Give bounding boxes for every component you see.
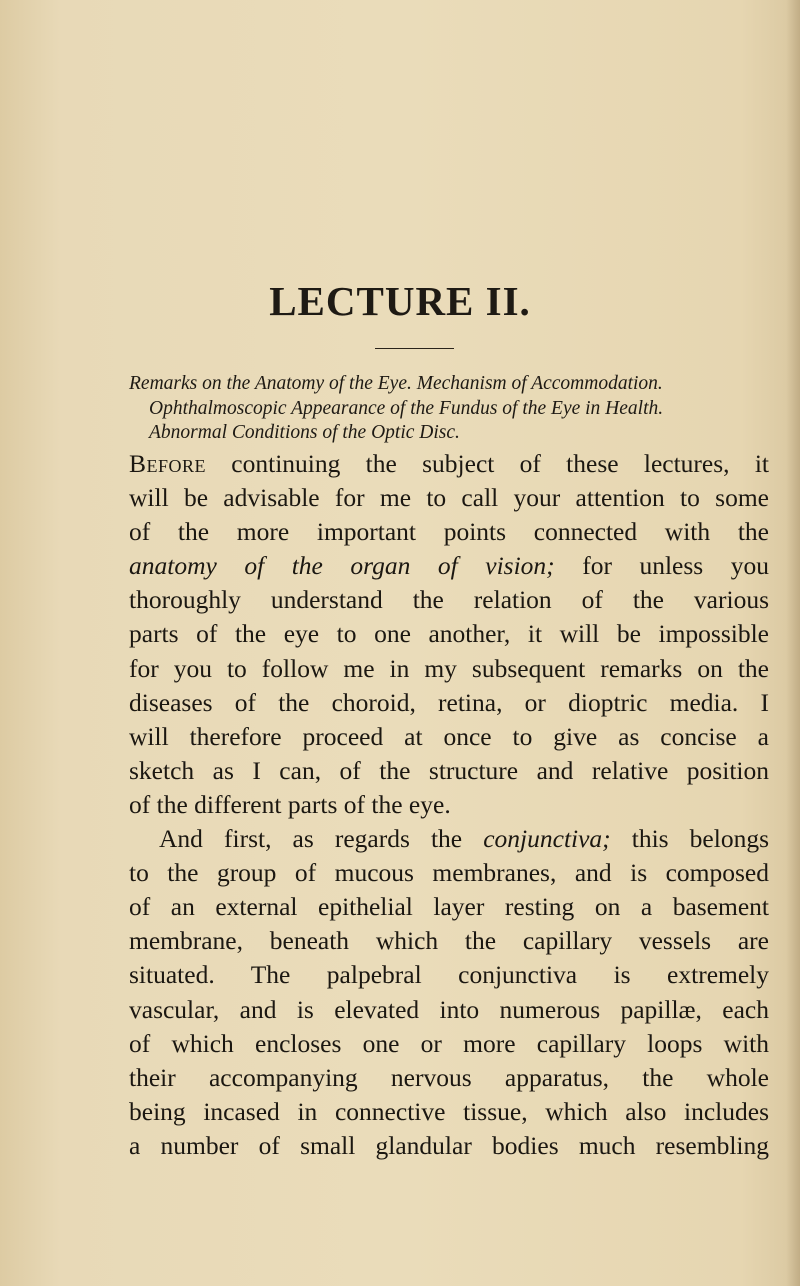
text-line: of the different parts of the eye. [129, 789, 451, 819]
text-line: of an external epithelial layer resting on a basement [129, 892, 769, 922]
text-line: diseases of the choroid, retina, or dioptric media. I [129, 687, 769, 717]
summary-line: Abnormal Conditions of the Optic Disc. [149, 422, 460, 443]
text-line [129, 822, 769, 856]
text-line: thoroughly understand the relation of the various [129, 585, 769, 615]
text-span: continuing the subject of these lectures, it [206, 449, 769, 478]
text-line: situated. The palpebral conjunctiva is extremely [129, 960, 769, 990]
text-line: to the group of mucous membranes, and is composed [129, 858, 769, 888]
title-rule-divider [375, 348, 454, 349]
text-line: their accompanying nervous apparatus, the whole [129, 1062, 769, 1092]
text-line: will be advisable for me to call your attention to some [129, 483, 769, 513]
text-line: membrane, beneath which the capillary vessels are [129, 926, 769, 956]
summary-line: Remarks on the Anatomy of the Eye. Mechanism of Accommodation. [129, 373, 663, 394]
text-line: a number of small glandular bodies much resembling [129, 1130, 769, 1160]
text-line: of the more important points connected with the [129, 517, 769, 547]
text-line: being incased in connective tissue, which also includes [129, 1096, 769, 1126]
text-span: And first, as regards the [159, 824, 484, 854]
text-line: will therefore proceed at once to give as concise a [129, 721, 769, 751]
italic-phrase: conjunctiva; [483, 824, 611, 854]
text-line [129, 549, 769, 583]
text-line: parts of the eye to one another, it will be impossible [129, 619, 769, 649]
lecture-title: LECTURE II. [269, 278, 531, 324]
body-text [129, 447, 769, 1163]
drop-lead-word: Before [129, 449, 207, 478]
text-line: for you to follow me in my subsequent remarks on the [129, 653, 769, 683]
italic-phrase: anatomy of the organ of vision; [129, 551, 555, 581]
summary-line: Ophthalmoscopic Appearance of the Fundus of the Eye in Health. [149, 397, 664, 419]
text-span: this belongs [610, 824, 770, 854]
text-line: vascular, and is elevated into numerous papillæ, each [129, 994, 769, 1024]
text-line [129, 447, 769, 481]
text-line: sketch as I can, of the structure and relative position [129, 755, 769, 785]
page-edge-shadow [786, 0, 800, 1286]
text-line: of which encloses one or more capillary loops with [129, 1028, 769, 1058]
lecture-summary [129, 372, 769, 446]
text-span: for unless you [554, 551, 769, 581]
